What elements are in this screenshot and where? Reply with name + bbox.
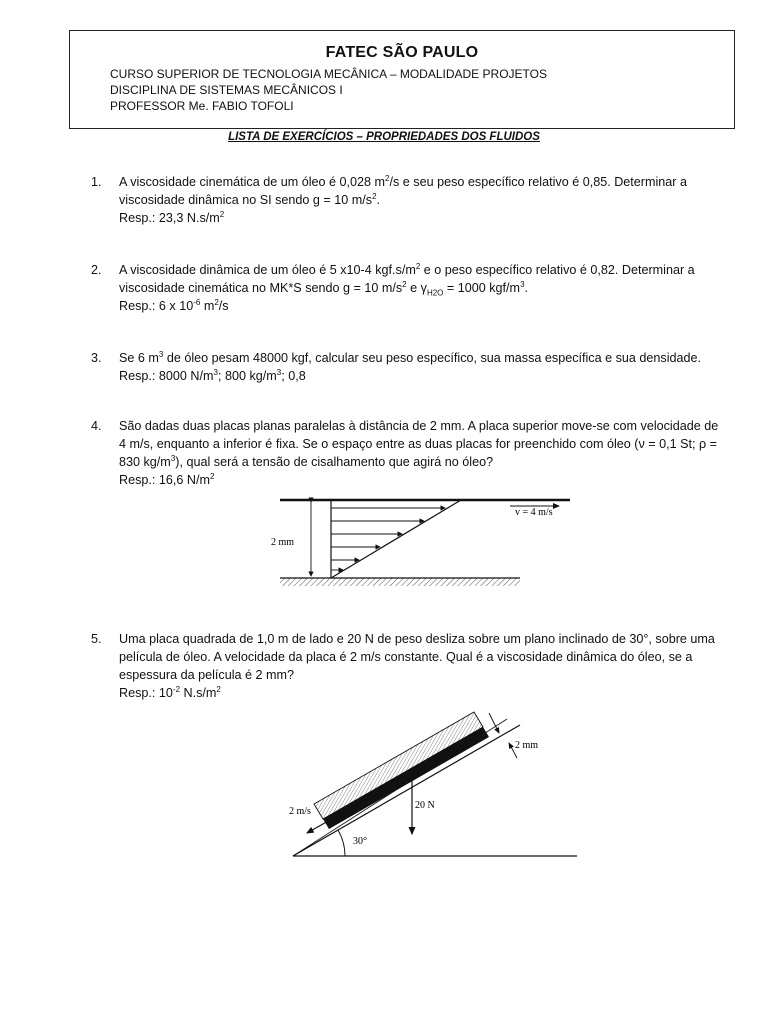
exercise-number: 2. [91,263,102,277]
lower-plate-hatch [280,578,520,586]
exercise-answer: Resp.: 16,6 N/m [119,473,210,487]
professor-line: PROFESSOR Me. FABIO TOFOLI [110,99,294,113]
exercise-number: 4. [91,419,102,433]
exercise-text: A viscosidade cinemática de um óleo é 0,028 $m^2/s$ e seu peso específico relativo é 0,85. Determinar a viscosidade dinâmica no SI sendo g = 10 $m/s^2$. Resp.: 23,3 $N.s/m^2$ [119,173,687,225]
exercise-2 [91,261,721,315]
weight-label: 20 N [415,800,435,811]
velocity-profile-line [331,500,461,578]
exercise-answer: Resp.: 6 x $10^{-6}$ $m^2/s$ [119,297,229,313]
exercise-4 [91,417,721,489]
incline-surface [293,725,520,856]
gap-label: 2 mm [271,537,295,548]
exercise-text: Se 6 $m^3$ de óleo pesam 48000 kgf, calcular seu peso específico, sua massa específica e sua densidade. Resp.: 8000 $N/m^3$; 800 $kg/m^3$; 0,8 [119,349,702,383]
exercise-text: São dadas duas placas planas paralelas à distância de 2 mm. A placa superior move-se com velocidade de 4 m/s, enquanto a inferior é fixa. Se o espaço entre as duas placas for preenchido com óleo (ν = 0,1 St; ρ = 830 $kg/m^3$), qual será a tensão de cisalhamento que agirá no óleo? Resp.: 16,6 $N/m^2$ [119,419,719,487]
exercise-text: A viscosidade dinâmica de um óleo é 5 x10-4 $kgf.s/m^2$ e o peso específico relativo é 0,82. Determinar a viscosidade cinemática no MK*S sendo g = 10 $m/s^2$ e $\gamma_{H2O} = 1000$ kgf/$m^3$. Resp.: 6 x $10^{-6}$ $m^2/s$ [119,261,695,313]
oil-film [323,727,489,829]
header-box [69,30,735,129]
exercise-number: 3. [91,351,102,365]
exercise-answer: Resp.: 8000 $N/m^3$; 800 $kg/m^3$; 0,8 [119,367,306,383]
velocity-label: v = 4 m/s [515,507,553,518]
institution-title: FATEC SÃO PAULO [325,44,479,61]
parallel-plates-figure [265,490,575,595]
speed-label: 2 m/s [289,806,311,817]
exercise-5 [91,630,721,702]
exercise-answer: Resp.: 23,3 N.s/m [119,211,220,225]
exercise-number: 5. [91,632,102,646]
thickness-label: 2 mm [515,740,539,751]
velocity-profile-arrows [331,508,445,570]
discipline-line: DISCIPLINA DE SISTEMAS MECÂNICOS I [110,83,343,97]
exercise-answer: Resp.: $10^{-2}$ $N.s/m^2$ [119,684,221,700]
exercise-text: Uma placa quadrada de 1,0 m de lado e 20 N de peso desliza sobre um plano inclinado de 30°, sobre uma película de óleo. A velocidade da placa é 2 m/s constante. Qual é a viscosidade dinâmica do óleo, se a espessura da película é 2 mm? Resp.: $10^{-2}$ $N.s/m^2$ [119,632,715,700]
inclined-plane-figure [285,710,585,870]
exercise-1 [91,173,721,227]
angle-label: 30° [353,836,367,847]
exercise-3 [91,349,721,385]
sliding-plate [314,712,483,819]
list-title: LISTA DE EXERCÍCIOS – PROPRIEDADES DOS FLUIDOS [228,131,540,143]
exercise-number: 1. [91,175,102,189]
angle-arc [338,830,345,856]
course-line: CURSO SUPERIOR DE TECNOLOGIA MECÂNICA – MODALIDADE PROJETOS [110,67,547,81]
